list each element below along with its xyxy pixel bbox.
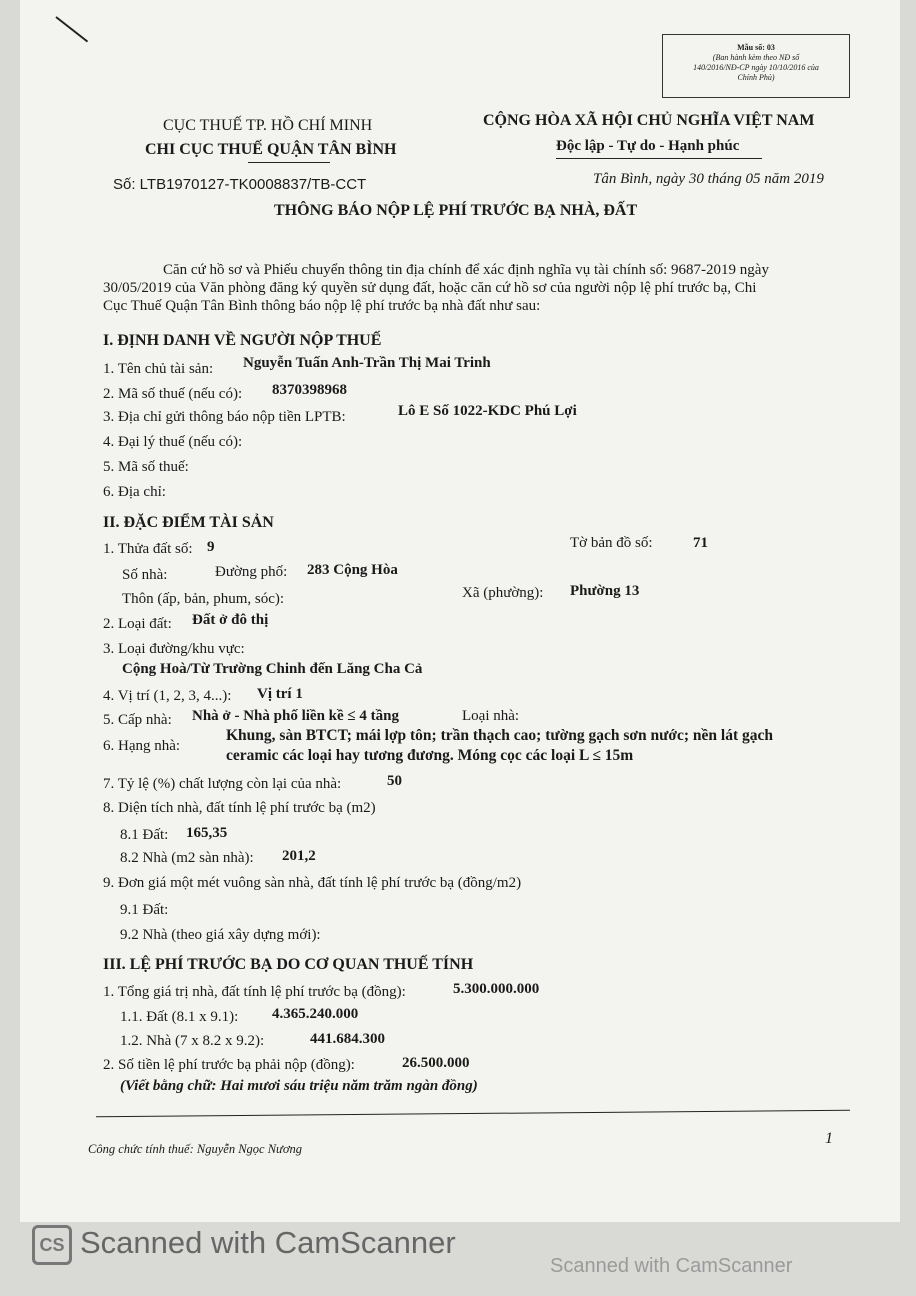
land-type-value: Đất ở đô thị <box>192 612 269 628</box>
owner-label: 1. Tên chủ tài sản: <box>103 361 214 377</box>
document-date: Tân Bình, ngày 30 tháng 05 năm 2019 <box>593 171 824 187</box>
land-value-label: 1.1. Đất (8.1 x 9.1): <box>120 1009 239 1025</box>
house-type-label: Loại nhà: <box>462 708 520 724</box>
agent-address-label: 6. Địa chỉ: <box>103 484 166 500</box>
nation-title: CỘNG HÒA XÃ HỘI CHỦ NGHĨA VIỆT NAM <box>483 112 815 129</box>
form-code-line1: (Ban hành kèm theo NĐ số <box>712 53 800 62</box>
ward-value: Phường 13 <box>570 583 640 599</box>
form-code-title: Mẫu số: 03 <box>737 43 775 52</box>
page-number: 1 <box>825 1130 833 1147</box>
map-sheet-value: 71 <box>693 535 708 551</box>
house-area-value: 201,2 <box>282 848 316 864</box>
road-label: 3. Loại đường/khu vực: <box>103 641 245 657</box>
form-code-box <box>662 34 850 98</box>
agent-tax-code-label: 5. Mã số thuế: <box>103 459 189 475</box>
house-class-label: 6. Hạng nhà: <box>103 738 181 754</box>
area-label: 8. Diện tích nhà, đất tính lệ phí trước bạ (m2) <box>103 800 376 816</box>
land-area-value: 165,35 <box>186 825 228 841</box>
org-line-2: CHI CỤC THUẾ QUẬN TÂN BÌNH <box>145 141 397 158</box>
intro-line-1: Căn cứ hồ sơ và Phiếu chuyển thông tin địa chính để xác định nghĩa vụ tài chính số: 9687-2019 ngày <box>163 262 769 278</box>
house-grade-value: Nhà ở - Nhà phố liền kề ≤ 4 tầng <box>192 708 399 724</box>
street-value: 283 Cộng Hòa <box>307 562 398 578</box>
unit-price-label: 9. Đơn giá một mét vuông sàn nhà, đất tính lệ phí trước bạ (đồng/m2) <box>103 875 522 891</box>
quality-value: 50 <box>387 773 402 789</box>
fee-label: 2. Số tiền lệ phí trước bạ phải nộp (đồng): <box>103 1057 355 1073</box>
camscanner-watermark <box>32 1225 456 1265</box>
camscanner-watermark-small: Scanned with CamScanner <box>550 1255 793 1277</box>
fee-in-words: (Viết bằng chữ: Hai mươi sáu triệu năm trăm ngàn đồng) <box>120 1078 478 1094</box>
road-value: Cộng Hoà/Từ Trường Chinh đến Lăng Cha Cả <box>122 661 423 677</box>
owner-value: Nguyễn Tuấn Anh-Trần Thị Mai Trinh <box>243 355 491 371</box>
hamlet-label: Thôn (ấp, bản, phum, sóc): <box>122 591 285 607</box>
land-area-label: 8.1 Đất: <box>120 827 169 843</box>
house-class-value-2: ceramic các loại hay tương đương. Móng cọc các loại L ≤ 15m <box>226 747 634 764</box>
house-number-label: Số nhà: <box>122 567 168 583</box>
intro-line-3: Cục Thuế Quận Tân Bình thông báo nộp lệ phí trước bạ nhà đất như sau: <box>103 298 541 314</box>
position-value: Vị trí 1 <box>257 686 303 702</box>
camscanner-text: Scanned with CamScanner <box>80 1225 456 1261</box>
total-value: 5.300.000.000 <box>453 981 540 997</box>
camscanner-logo-icon: CS <box>32 1225 72 1265</box>
section-1-heading: I. ĐỊNH DANH VỀ NGƯỜI NỘP THUẾ <box>103 332 382 349</box>
house-value: 441.684.300 <box>310 1031 385 1047</box>
quality-label: 7. Tỷ lệ (%) chất lượng còn lại của nhà: <box>103 776 342 792</box>
land-type-label: 2. Loại đất: <box>103 616 172 632</box>
org-line-1: CỤC THUẾ TP. HỒ CHÍ MINH <box>163 117 373 134</box>
unit-price-house-label: 9.2 Nhà (theo giá xây dựng mới): <box>120 927 321 943</box>
parcel-value: 9 <box>207 539 215 555</box>
house-area-label: 8.2 Nhà (m2 sàn nhà): <box>120 850 254 866</box>
document-title: THÔNG BÁO NỘP LỆ PHÍ TRƯỚC BẠ NHÀ, ĐẤT <box>274 202 638 219</box>
form-code-line2: 140/2016/NĐ-CP ngày 10/10/2016 của <box>693 63 819 72</box>
motto: Độc lập - Tự do - Hạnh phúc <box>556 138 740 154</box>
tax-code-label: 2. Mã số thuế (nếu có): <box>103 386 243 402</box>
section-3-heading: III. LỆ PHÍ TRƯỚC BẠ DO CƠ QUAN THUẾ TÍNH <box>103 956 474 973</box>
intro-line-2: 30/05/2019 của Văn phòng đăng ký quyền sử dụng đất, hoặc căn cứ hồ sơ của người nộp lệ phí trước bạ, Chi <box>103 280 757 296</box>
fee-value: 26.500.000 <box>402 1055 470 1071</box>
address-value: Lô E Số 1022-KDC Phú Lợi <box>398 403 577 419</box>
tax-agent-label: 4. Đại lý thuế (nếu có): <box>103 434 243 450</box>
land-value: 4.365.240.000 <box>272 1006 359 1022</box>
section-2-heading: II. ĐẶC ĐIỂM TÀI SẢN <box>103 514 274 531</box>
house-value-label: 1.2. Nhà (7 x 8.2 x 9.2): <box>120 1033 265 1049</box>
map-sheet-label: Tờ bản đồ số: <box>570 535 653 551</box>
address-label: 3. Địa chỉ gửi thông báo nộp tiền LPTB: <box>103 409 346 425</box>
document-number: Số: LTB1970127-TK0008837/TB-CCT <box>113 176 367 193</box>
total-value-label: 1. Tổng giá trị nhà, đất tính lệ phí trước bạ (đồng): <box>103 984 406 1000</box>
tax-officer: Công chức tính thuế: Nguyễn Ngọc Nương <box>88 1142 303 1156</box>
tax-code-value: 8370398968 <box>272 382 347 398</box>
position-label: 4. Vị trí (1, 2, 3, 4...): <box>103 688 232 704</box>
house-class-value-1: Khung, sàn BTCT; mái lợp tôn; trần thạch cao; tường gạch sơn nước; nền lát gạch <box>226 727 773 744</box>
form-code-line3: Chính Phủ) <box>737 73 775 82</box>
parcel-label: 1. Thửa đất số: <box>103 541 193 557</box>
unit-price-land-label: 9.1 Đất: <box>120 902 169 918</box>
ward-label: Xã (phường): <box>462 585 544 601</box>
street-label: Đường phố: <box>215 564 288 580</box>
house-grade-label: 5. Cấp nhà: <box>103 712 172 728</box>
